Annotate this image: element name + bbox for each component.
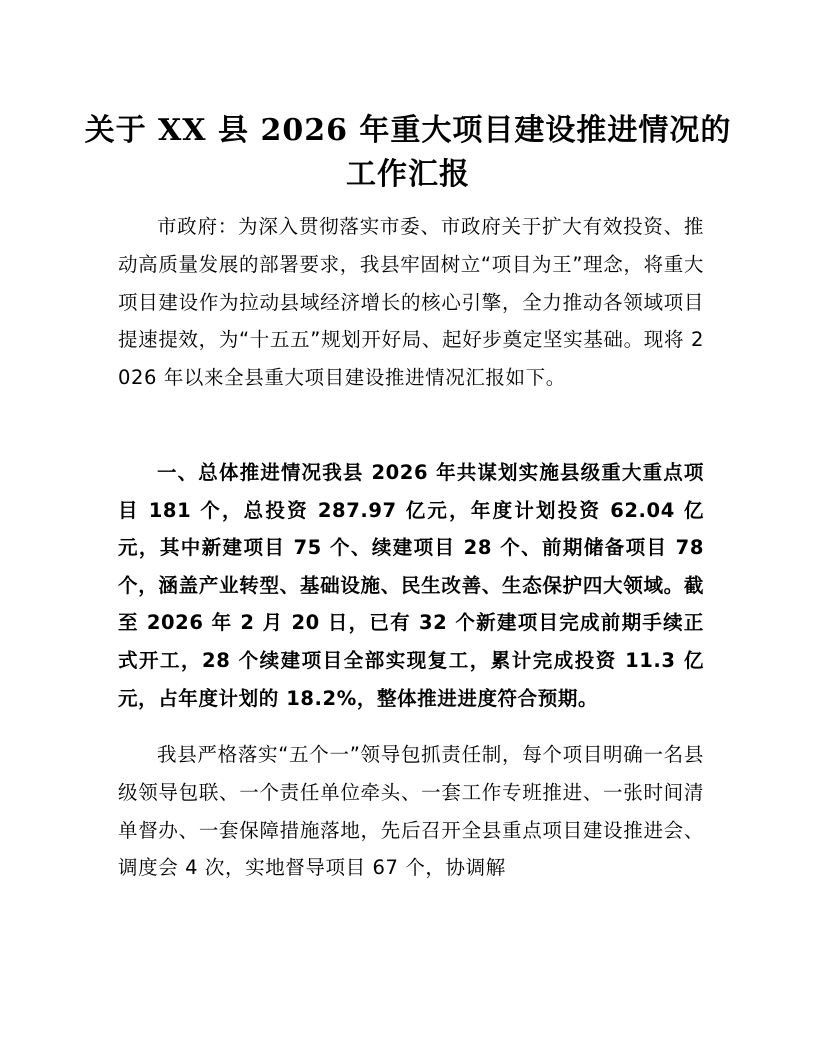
overall-progress-paragraph: 一、总体推进情况我县 2026 年共谋划实施县级重大重点项目 181 个，总投资 287.97 亿元，年度计划投资 62.04 亿元，其中新建项目 75 个、续建项目 28 个、前期储备项目 78 个，涵盖产业转型、基础设施、民生改善、生态保护四大领域。截至 2026 年 2 月 20 日，已有 32 个新建项目完成前期手续正式开工，28 个续建项目全部实现复工，累计完成投资 11.3 亿元，占年度计划的 18.2%，整体推进进度符合预期。: [118, 461, 704, 710]
leadership-responsibility-paragraph: 我县严格落实“五个一”领导包抓责任制，每个项目明确一名县级领导包联、一个责任单位牵头、一套工作专班推进、一张时间清单督办、一套保障措施落地，先后召开全县重点项目建设推进会、调度会 4 次，实地督导项目 67 个，协调解: [118, 743, 704, 880]
document-title-line-2: 工作汇报: [346, 157, 470, 192]
document-title-line-1: 关于 XX 县 2026 年重大项目建设推进情况的: [84, 113, 732, 148]
intro-paragraph: 市政府：为深入贯彻落实市委、市政府关于扩大有效投资、推动高质量发展的部署要求，我县牢固树立“项目为王”理念，将重大项目建设作为拉动县域经济增长的核心引擎，全力推动各领域项目提速提效，为“十五五”规划开好局、起好步奠定坚实基础。现将 2026 年以来全县重大项目建设推进情况汇报如下。: [118, 215, 704, 390]
